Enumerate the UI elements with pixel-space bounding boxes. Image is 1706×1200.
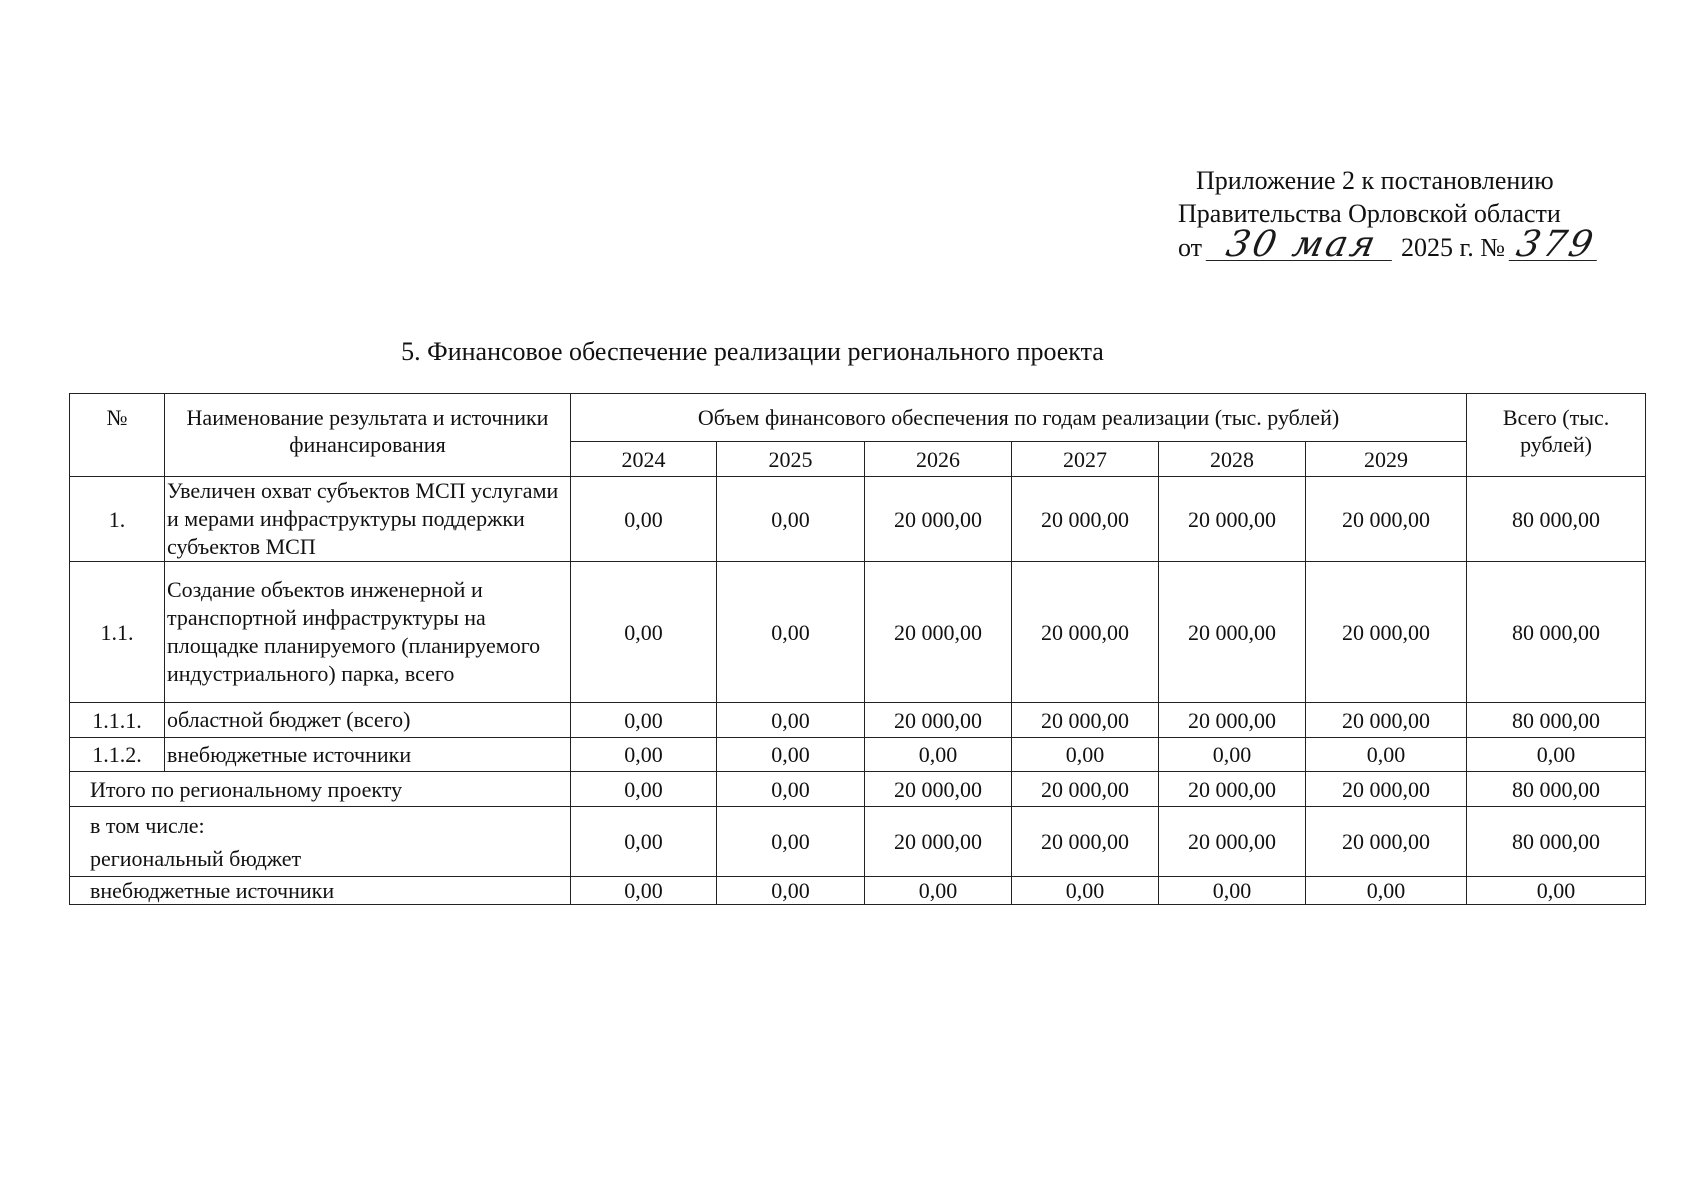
value-cell: 0,00: [717, 738, 865, 772]
total-cell: 80 000,00: [1467, 772, 1646, 807]
value-cell: 0,00: [1306, 877, 1467, 905]
total-cell: 80 000,00: [1467, 703, 1646, 738]
value-cell: 0,00: [717, 772, 865, 807]
value-cell: 0,00: [571, 703, 717, 738]
value-cell: 20 000,00: [865, 772, 1012, 807]
value-cell: 0,00: [865, 738, 1012, 772]
value-cell: 20 000,00: [865, 562, 1012, 703]
row-name: Создание объектов инженерной и транспортной инфраструктуры на площадке планируемого (планируемого индустриального) парка, всего: [165, 562, 571, 703]
header-no: №: [70, 394, 165, 477]
table-row: [70, 703, 1646, 738]
total-cell: 80 000,00: [1467, 562, 1646, 703]
value-cell: 20 000,00: [1012, 772, 1159, 807]
total-cell: 80 000,00: [1467, 807, 1646, 877]
summary-label: [70, 807, 571, 877]
row-number: 1.1.1.: [70, 703, 165, 738]
value-cell: 0,00: [717, 562, 865, 703]
value-cell: 0,00: [1306, 738, 1467, 772]
value-cell: 0,00: [1012, 877, 1159, 905]
summary-label-line2: региональный бюджет: [90, 845, 302, 871]
value-cell: 20 000,00: [1012, 703, 1159, 738]
value-cell: 20 000,00: [865, 807, 1012, 877]
table-row: [70, 562, 1646, 703]
table-row: [70, 738, 1646, 772]
value-cell: 0,00: [1159, 738, 1306, 772]
header-year: 2025: [717, 442, 865, 477]
value-cell: 20 000,00: [1306, 772, 1467, 807]
attachment-line-2: Правительства Орловской области: [1178, 199, 1561, 228]
value-cell: 0,00: [717, 877, 865, 905]
value-cell: 20 000,00: [1159, 772, 1306, 807]
header-year: 2027: [1012, 442, 1159, 477]
value-cell: 20 000,00: [1012, 477, 1159, 562]
value-cell: 20 000,00: [1306, 562, 1467, 703]
total-cell: 0,00: [1467, 877, 1646, 905]
value-cell: 20 000,00: [1306, 807, 1467, 877]
header-year: 2026: [865, 442, 1012, 477]
value-cell: 0,00: [717, 703, 865, 738]
summary-row-regional-budget: [70, 807, 1646, 877]
total-cell: 0,00: [1467, 738, 1646, 772]
summary-row-project-total: [70, 772, 1646, 807]
value-cell: 20 000,00: [1306, 477, 1467, 562]
value-cell: 20 000,00: [1159, 807, 1306, 877]
summary-row-extra-budgetary: [70, 877, 1646, 905]
row-number: 1.1.2.: [70, 738, 165, 772]
value-cell: 20 000,00: [865, 703, 1012, 738]
attachment-line-1: Приложение 2 к постановлению: [1196, 166, 1554, 195]
value-cell: 0,00: [1012, 738, 1159, 772]
header-name: Наименование результата и источники финансирования: [165, 394, 571, 477]
value-cell: 0,00: [717, 477, 865, 562]
value-cell: 20 000,00: [1159, 562, 1306, 703]
header-year: 2028: [1159, 442, 1306, 477]
value-cell: 0,00: [717, 807, 865, 877]
handwritten-date: 30 мая: [1205, 230, 1398, 261]
row-name: Увеличен охват субъектов МСП услугами и мерами инфраструктуры поддержки субъектов МСП: [165, 477, 571, 562]
table-row: [70, 477, 1646, 562]
value-cell: 20 000,00: [1159, 703, 1306, 738]
attachment-line-3: [1178, 224, 1638, 265]
value-cell: 0,00: [571, 738, 717, 772]
row-number: 1.1.: [70, 562, 165, 703]
header-year: 2024: [571, 442, 717, 477]
value-cell: 0,00: [1159, 877, 1306, 905]
header-volume: Объем финансового обеспечения по годам реализации (тыс. рублей): [571, 394, 1467, 442]
header-total: Всего (тыс. рублей): [1467, 394, 1646, 477]
from-prefix: от: [1178, 233, 1203, 262]
value-cell: 0,00: [571, 562, 717, 703]
summary-label: Итого по региональному проекту: [70, 772, 571, 807]
value-cell: 20 000,00: [1306, 703, 1467, 738]
handwritten-number: 379: [1508, 230, 1603, 261]
value-cell: 0,00: [865, 877, 1012, 905]
row-number: 1.: [70, 477, 165, 562]
year-number-label: 2025 г. №: [1401, 233, 1506, 262]
value-cell: 20 000,00: [1159, 477, 1306, 562]
value-cell: 20 000,00: [1012, 562, 1159, 703]
section-title: 5. Финансовое обеспечение реализации регионального проекта: [401, 337, 1104, 366]
row-name: внебюджетные источники: [165, 738, 571, 772]
value-cell: 0,00: [571, 772, 717, 807]
header-year: 2029: [1306, 442, 1467, 477]
value-cell: 20 000,00: [865, 477, 1012, 562]
financing-table: [69, 393, 1646, 905]
summary-label: внебюджетные источники: [70, 877, 571, 905]
row-name: областной бюджет (всего): [165, 703, 571, 738]
value-cell: 0,00: [571, 807, 717, 877]
value-cell: 0,00: [571, 877, 717, 905]
total-cell: 80 000,00: [1467, 477, 1646, 562]
value-cell: 20 000,00: [1012, 807, 1159, 877]
summary-label-line1: в том числе:: [90, 812, 205, 838]
attachment-header: [1178, 164, 1638, 264]
value-cell: 0,00: [571, 477, 717, 562]
